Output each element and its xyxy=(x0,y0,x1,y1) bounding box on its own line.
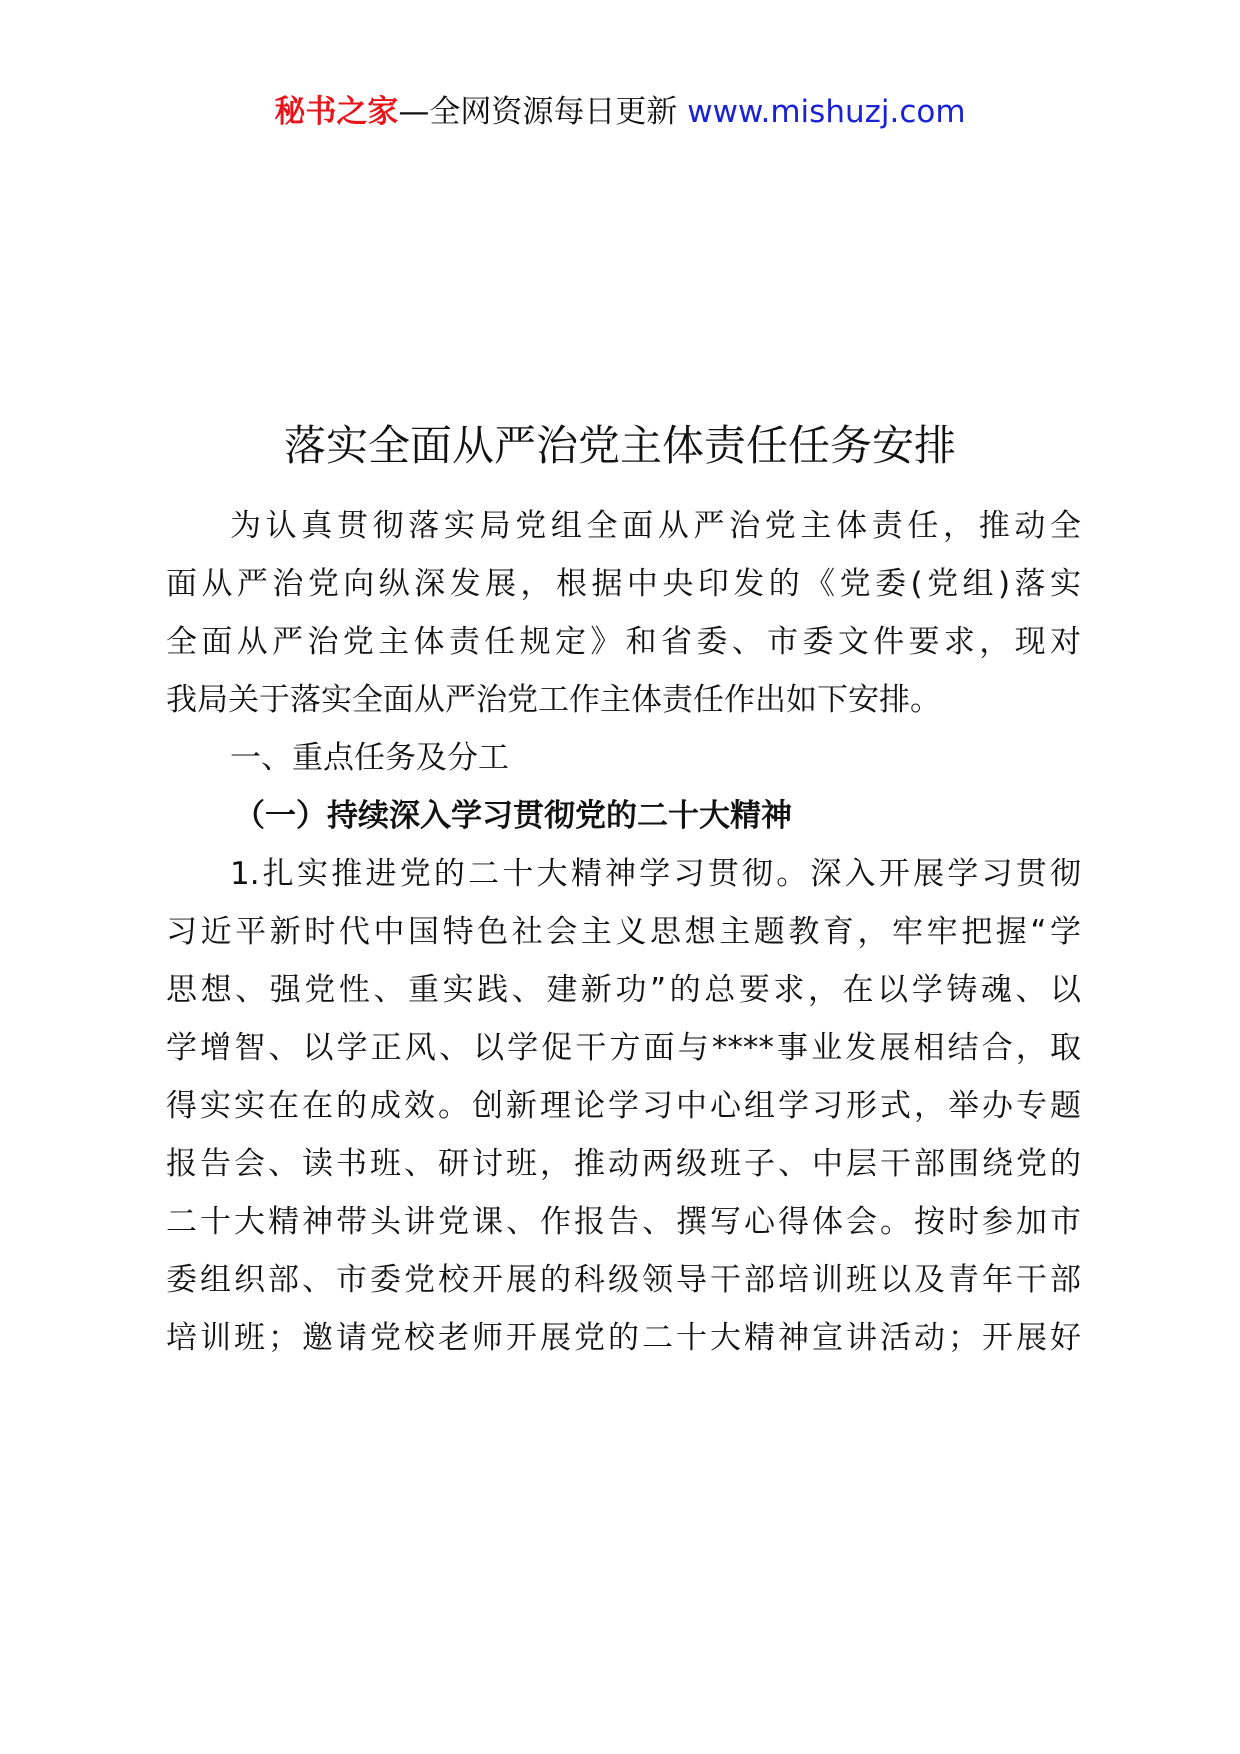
paragraph-line: 面从严治党向纵深发展，根据中央印发的《党委(党组)落实 xyxy=(166,566,1081,602)
paragraph-line: 1.扎实推进党的二十大精神学习贯彻。深入开展学习贯彻 xyxy=(230,856,1081,892)
document-title: 落实全面从严治党主体责任任务安排 xyxy=(283,421,956,470)
header-url[interactable]: www.mishuzj.com xyxy=(687,94,966,130)
header-brand: 秘书之家 xyxy=(274,94,399,130)
header-tagline: —全网资源每日更新 xyxy=(398,94,678,130)
paragraph-line: 学增智、以学正风、以学促干方面与****事业发展相结合，取 xyxy=(166,1030,1081,1066)
paragraph-line: 习近平新时代中国特色社会主义思想主题教育，牢牢把握“学 xyxy=(166,914,1081,950)
paragraph-line: 二十大精神带头讲党课、作报告、撰写心得体会。按时参加市 xyxy=(166,1204,1081,1240)
section-heading: 一、重点任务及分工 xyxy=(230,740,509,776)
paragraph-line: 报告会、读书班、研讨班，推动两级班子、中层干部围绕党的 xyxy=(166,1146,1081,1182)
paragraph-line: 全面从严治党主体责任规定》和省委、市委文件要求，现对 xyxy=(166,624,1081,660)
paragraph-line: 为认真贯彻落实局党组全面从严治党主体责任，推动全 xyxy=(230,508,1081,544)
subsection-heading: （一）持续深入学习贯彻党的二十大精神 xyxy=(234,798,792,834)
paragraph-line: 我局关于落实全面从严治党工作主体责任作出如下安排。 xyxy=(166,682,941,718)
paragraph-line: 培训班；邀请党校老师开展党的二十大精神宣讲活动；开展好 xyxy=(166,1320,1081,1356)
site-header xyxy=(0,92,1240,132)
paragraph-line: 思想、强党性、重实践、建新功”的总要求，在以学铸魂、以 xyxy=(166,972,1081,1008)
paragraph-line: 得实实在在的成效。创新理论学习中心组学习形式，举办专题 xyxy=(166,1088,1081,1124)
paragraph-line: 委组织部、市委党校开展的科级领导干部培训班以及青年干部 xyxy=(166,1262,1081,1298)
